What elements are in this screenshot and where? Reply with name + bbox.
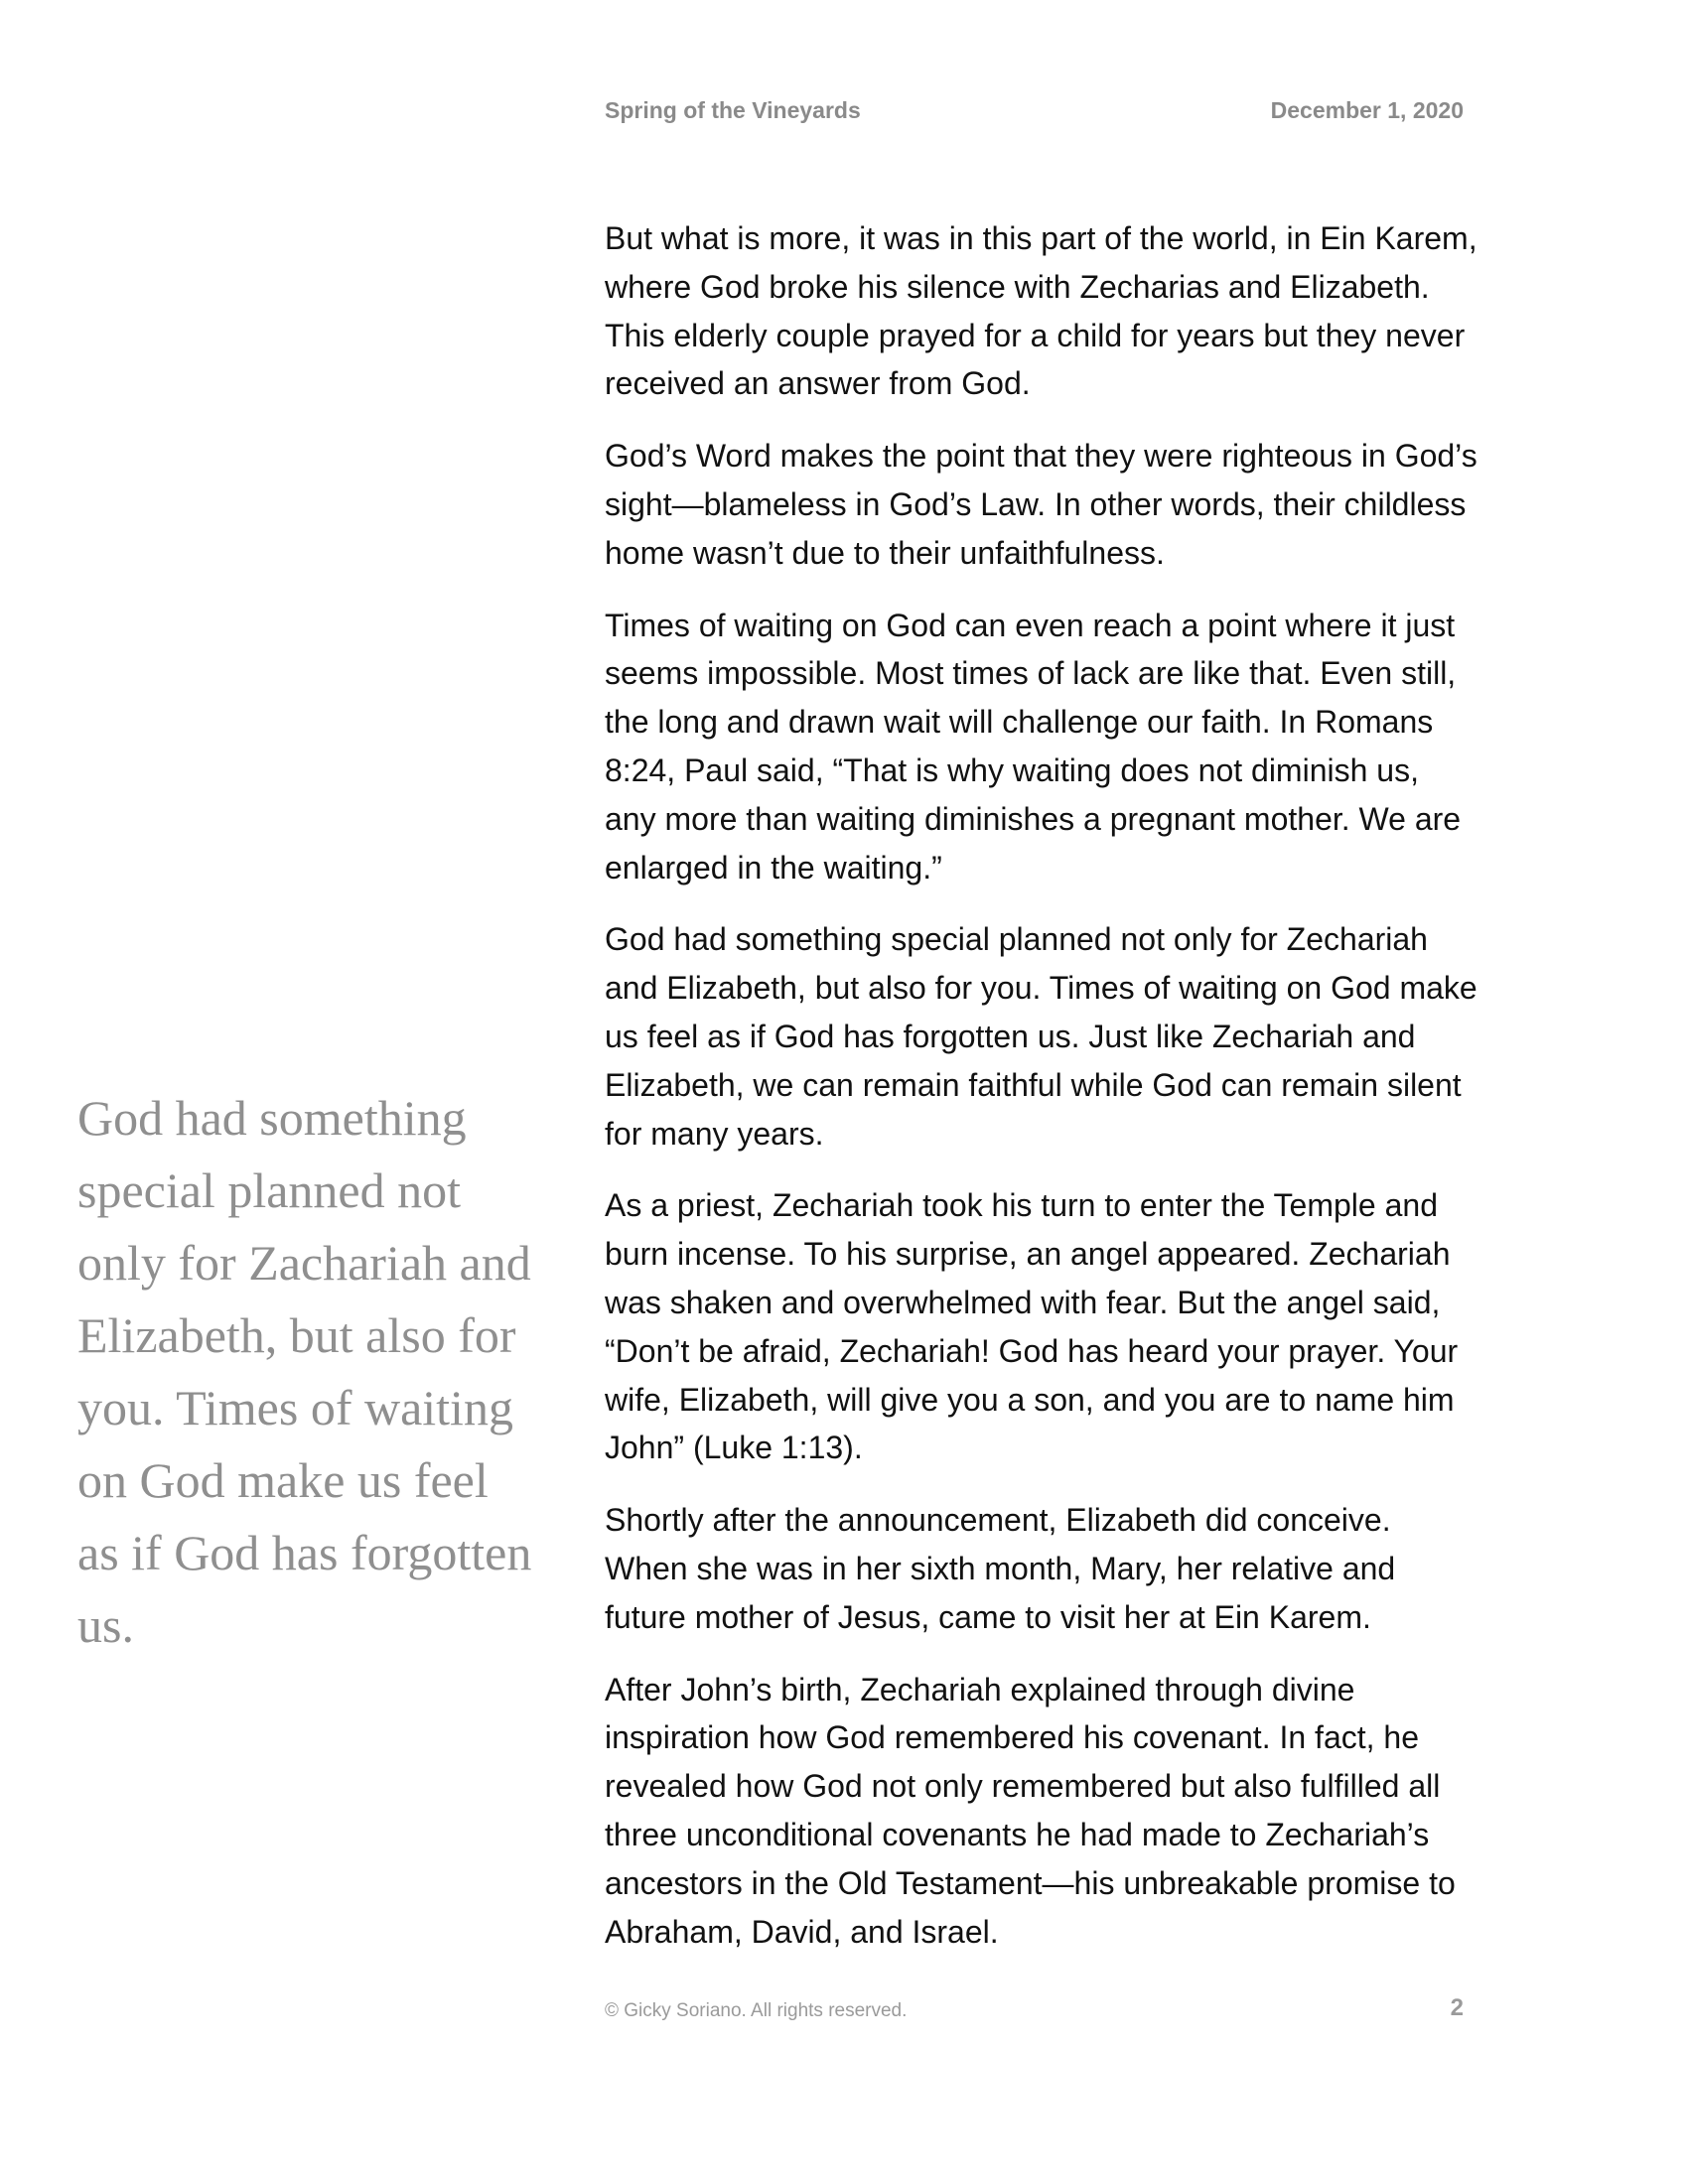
paragraph: As a priest, Zechariah took his turn to enter the Temple and burn incense. To his surprise, an angel appeared. Zechariah was shaken and overwhelmed with fear. But the angel said, “Don’t be afraid, Zechariah! God has heard your prayer. Your wife, Elizabeth, will give you a son, and you are to name him John” (Luke 1:13). <box>605 1187 1459 1466</box>
paragraph: Times of waiting on God can even reach a point where it just seems impossible. Most times of lack are like that. Even still, the long and drawn wait will challenge our faith. In Romans 8:24, Paul said, “That is why waiting does not diminish us, any more than waiting diminishes a pregnant mother. We are enlarged in the waiting.” <box>605 607 1462 886</box>
page-number: 2 <box>1450 1994 1464 2021</box>
copyright-notice: © Gicky Soriano. All rights reserved. <box>605 2000 908 2021</box>
paragraph: God’s Word makes the point that they were righteous in God’s sight—blameless in God’s Law. In other words, their childless home wasn’t due to their unfaithfulness. <box>605 438 1477 571</box>
pull-quote: God had something special planned not only for Zachariah and Elizabeth, but also for you. Times of waiting on God make us feel as if God has forgotten us. <box>77 1090 532 1653</box>
paragraph: After John’s birth, Zechariah explained through divine inspiration how God remembered his covenant. In fact, he revealed how God not only remembered but also fulfilled all three unconditional covenants he had made to Zechariah’s ancestors in the Old Testament—his unbreakable promise to Abraham, David, and Israel. <box>605 1671 1456 1950</box>
paragraph: Shortly after the announcement, Elizabeth did conceive. When she was in her sixth month, Mary, her relative and future mother of Jesus, came to visit her at Ein Karem. <box>605 1502 1396 1635</box>
header-date: December 1, 2020 <box>1270 97 1464 123</box>
body-text <box>605 214 1478 1979</box>
paragraph: God had something special planned not only for Zechariah and Elizabeth, but also for you. Times of waiting on God make us feel as if God has forgotten us. Just like Zechariah and Elizabeth, we can remain faithful while God can remain silent for many years. <box>605 921 1477 1152</box>
header-title: Spring of the Vineyards <box>605 97 861 123</box>
paragraph: But what is more, it was in this part of the world, in Ein Karem, where God broke his silence with Zecharias and Elizabeth. This elderly couple prayed for a child for years but they never received an answer from God. <box>605 220 1477 402</box>
